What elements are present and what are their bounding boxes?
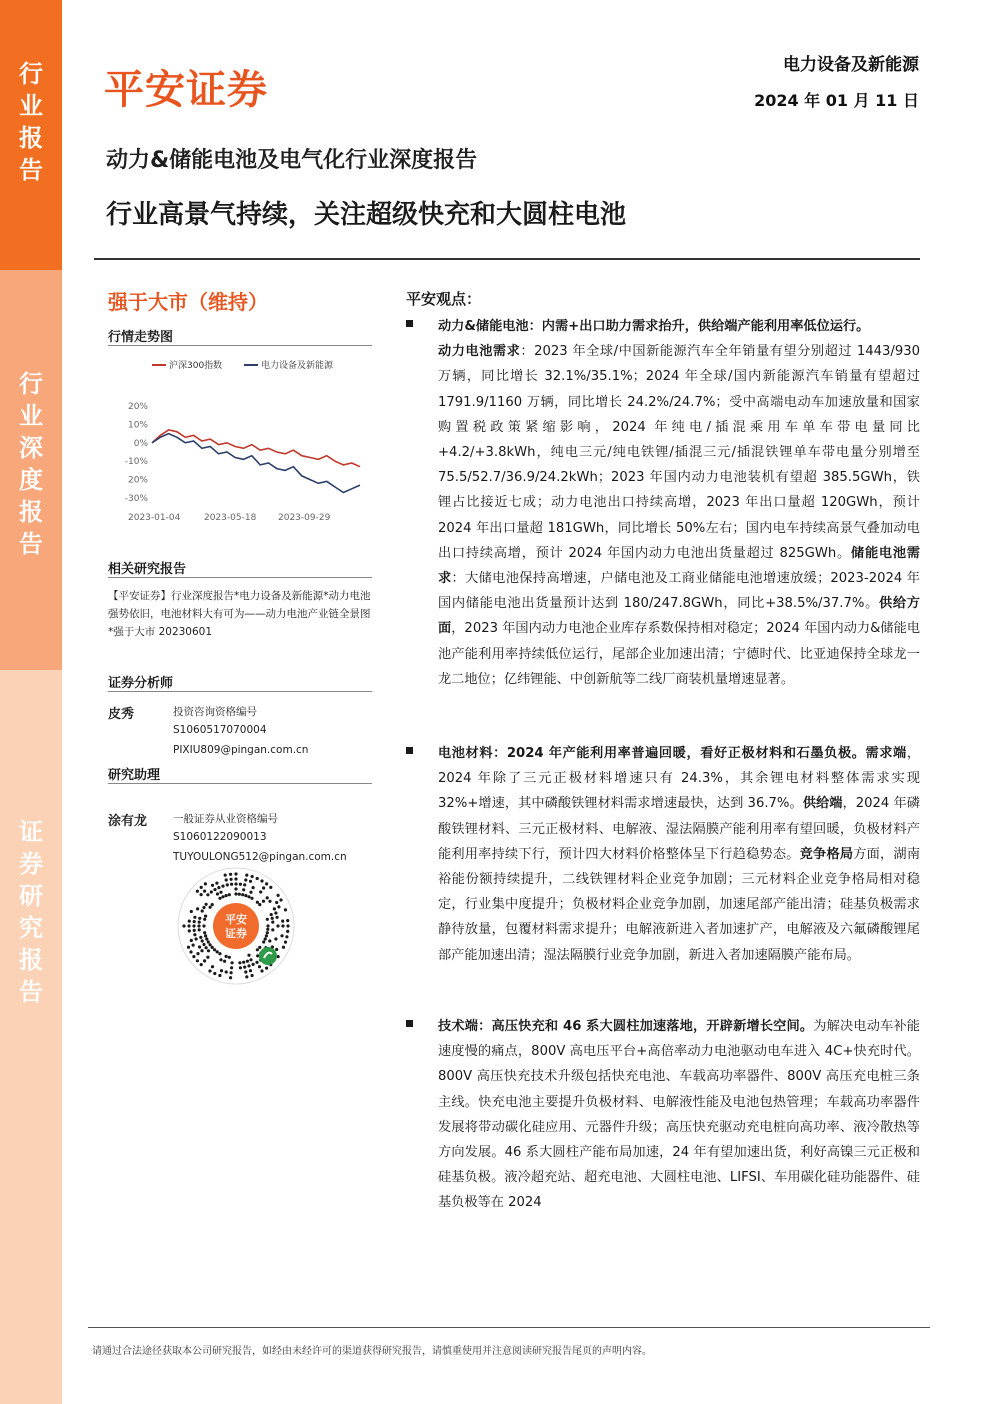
assistant-heading: 研究助理 — [108, 768, 161, 783]
qr-logo-text-bottom: 证券 — [225, 927, 247, 940]
assistant-divider — [108, 783, 372, 784]
rating-label: 强于大市（维持） — [108, 290, 268, 314]
side-banner — [0, 0, 62, 1404]
wechat-qr-code — [176, 866, 296, 986]
trend-heading: 行情走势图 — [108, 330, 174, 345]
paragraph-materials-lead: 电池材料：2024 年产能利用率普遍回暖，看好正极材料和石墨负极。 — [438, 746, 866, 761]
side-label-securities-research: 证券研究报告 — [19, 818, 43, 1006]
text-storage-battery-demand: ：大储电池保持高增速，户储电池及工商业储能电池增速放缓；2023-2024 年国内储能电池出货量预计达到 180/247.8GWh，同比+38.5%/37.7%。 — [438, 571, 920, 612]
keyword-power-battery-demand: 动力电池需求 — [438, 344, 521, 360]
text-supply-end: ，2024 年磷酸铁锂材料、三元正极材料、电解液、湿法隔膜产能利用率有望回暖，负极材料产能利用率持续下行，预计四大材料价格整体呈下行趋稳势态。 — [438, 796, 920, 862]
bullet-square — [406, 747, 413, 754]
chart-x-ticks — [128, 513, 331, 523]
analyst-license-number: S1060517070004 — [173, 724, 267, 736]
report-series-title: 动力&储能电池及电气化行业深度报告 — [106, 148, 478, 173]
y-tick-label: 0% — [133, 438, 148, 449]
x-tick-label: 2023-09-29 — [278, 513, 331, 523]
assistant-license-number: S1060122090013 — [173, 831, 267, 843]
text-competition: 方面，湖南裕能份额持续提升，二线铁锂材料企业竞争加剧；三元材料企业竞争格局相对稳定，行业集中度提升；负极材料企业竞争加剧，加速尾部产能出清；硅基负极需求静待放量，包覆材料需求提升；电解液新进入者加速扩产，电解液及六氟磷酸锂尾部产能加速出清；湿法隔膜行业竞争加剧，新进入者加速隔膜产能布局。 — [438, 846, 921, 963]
assistant-name: 涂有龙 — [108, 814, 148, 829]
viewpoint-battery — [406, 314, 920, 692]
report-main-title: 行业高景气持续，关注超级快充和大圆柱电池 — [106, 200, 627, 230]
text-demand-side: ，2024 年除了三元正极材料增速只有 24.3%，其余锂电材料整体需求实现 32%+增速，其中磷酸铁锂材料需求增速最快，达到 36.7%。 — [438, 746, 921, 812]
side-segment-deep-report — [0, 270, 62, 670]
analyst-email[interactable]: PIXIU809@pingan.com.cn — [173, 744, 309, 756]
keyword-demand-side: 需求端 — [865, 746, 907, 761]
chart-lines — [152, 430, 360, 493]
viewpoint-technology — [406, 1014, 920, 1216]
y-tick-label: 20% — [127, 402, 148, 412]
y-tick-label: -30% — [124, 494, 148, 504]
market-trend-chart — [108, 348, 370, 528]
paragraph-battery-lead: 动力&储能电池：内需+出口助力需求抬升，供给端产能利用率低位运行。 — [438, 319, 870, 334]
text-power-battery-demand: ：2023 年全球/中国新能源汽车全年销量有望分别超过 1443/930 万辆，同比增长 32.1%/35.1%；2024 年全球/国内新能源汽车销量有望超过 1791.9/1160 万辆，同比增长 24.2%/24.7%；受中高端电动车加速放量和国家购置税政策紧缩影响，2024 年纯电/插混乘用车单车带电量同比+4.2/+3.8kWh，纯电三元/纯电铁锂/插混三元/插混铁锂单车带电量分别增至 75.5/52.7/36.9/24.2kWh；2023 年国内动力电池装机有望超 385.5GWh，铁锂占比接近七成；动力电池出口持续高增，2023 年出口量超 120GWh，预计 2024 年出口量超 181GWh，同比增长 50%左右；国内电车持续高景气叠加动电出口持续高增，预计 2024 年国内动力电池出货量超过 825GWh。 — [438, 344, 921, 561]
keyword-competition: 竞争格局 — [799, 846, 854, 862]
paragraph-materials-text — [438, 741, 920, 968]
keyword-storage-battery-demand: 储能电池需求 — [438, 545, 920, 587]
chart-legend — [152, 359, 334, 371]
x-tick-label: 2023-01-04 — [128, 513, 181, 523]
viewpoint-materials — [406, 741, 920, 968]
analyst-heading: 证券分析师 — [108, 676, 174, 691]
bullet-square — [406, 320, 413, 327]
analyst-name: 皮秀 — [108, 707, 135, 722]
x-tick-label: 2023-05-18 — [204, 513, 257, 523]
side-segment-securities-research — [0, 670, 62, 1404]
footer-disclaimer: 请通过合法途径获取本公司研究报告，如经由未经许可的渠道获得研究报告，请慎重使用并注意阅读研究报告尾页的声明内容。 — [92, 1346, 652, 1357]
footer-divider — [88, 1327, 930, 1328]
side-segment-industry-report — [0, 0, 62, 270]
related-divider — [108, 577, 372, 578]
text-supply-side: ，2023 年国内动力电池企业库存系数保持相对稳定；2024 年国内动力&储能电池产能利用率持续低位运行，尾部企业加速出清；宁德时代、比亚迪保持全球龙一龙二地位；亿纬锂能、中创新航等二线厂商装机量增速显著。 — [438, 621, 921, 687]
trend-divider — [108, 345, 372, 346]
y-tick-label: 20% — [127, 475, 148, 486]
side-label-deep-report: 行业深度报告 — [19, 370, 43, 558]
title-divider — [94, 258, 920, 260]
industry-label: 电力设备及新能源 — [783, 55, 919, 75]
related-report-text: 【平安证券】行业深度报告*电力设备及新能源*动力电池强势依旧，电池材料大有可为——动力电池产业链全景图*强于大市 20230601 — [108, 590, 371, 638]
y-tick-label: -10% — [124, 457, 148, 468]
wechat-mini-program-icon — [259, 947, 277, 965]
keyword-supply-end: 供给端 — [802, 796, 843, 812]
analyst-qualification-label: 投资咨询资格编号 — [173, 706, 257, 718]
paragraph-technology-lead: 技术端：高压快充和 46 系大圆柱加速落地，开辟新增长空间。 — [438, 1019, 814, 1034]
trend-chart-svg — [108, 348, 370, 528]
legend-label-1: 电力设备及新能源 — [261, 361, 334, 371]
analyst-divider — [108, 691, 372, 692]
assistant-email[interactable]: TUYOULONG512@pingan.com.cn — [173, 851, 347, 863]
related-heading: 相关研究报告 — [108, 562, 187, 577]
report-date: 2024 年 01 月 11 日 — [754, 91, 919, 110]
paragraph-battery-text — [438, 314, 920, 692]
series-line-1 — [152, 434, 360, 493]
qr-logo-text-top: 平安 — [225, 913, 247, 926]
viewpoint-heading: 平安观点： — [406, 290, 482, 308]
chart-y-ticks — [125, 402, 149, 504]
y-tick-label: 10% — [127, 420, 148, 431]
paragraph-technology-text — [438, 1014, 920, 1216]
assistant-qualification-label: 一般证券从业资格编号 — [173, 813, 278, 825]
keyword-supply-side: 供给方面 — [438, 596, 920, 637]
side-label-industry-report: 行业报告 — [19, 60, 43, 184]
text-technology: 为解决电动车补能速度慢的痛点，800V 高电压平台+高倍率动力电池驱动电车进入 4C+快充时代。800V 高压快充技术升级包括快充电池、车载高功率器件、800V 高压充电桩三条主线。快充电池主要提升负极材料、电解液性能及电池包热管理；车载高功率器件发展将带动碳化硅应用、元器件升级；高压快充驱动充电桩向高功率、液冷散热等方向发展。46 系大圆柱产能布局加速，24 年有望加速出货，利好高镍三元正极和硅基负极。液冷超充站、超充电池、大圆柱电池、LIFSI、车用碳化硅功能器件、硅基负极等在 2024 — [438, 1019, 920, 1211]
legend-label-0: 沪深300指数 — [169, 361, 223, 371]
pingan-logo: 平安证券 — [104, 67, 268, 113]
bullet-square — [406, 1020, 413, 1027]
